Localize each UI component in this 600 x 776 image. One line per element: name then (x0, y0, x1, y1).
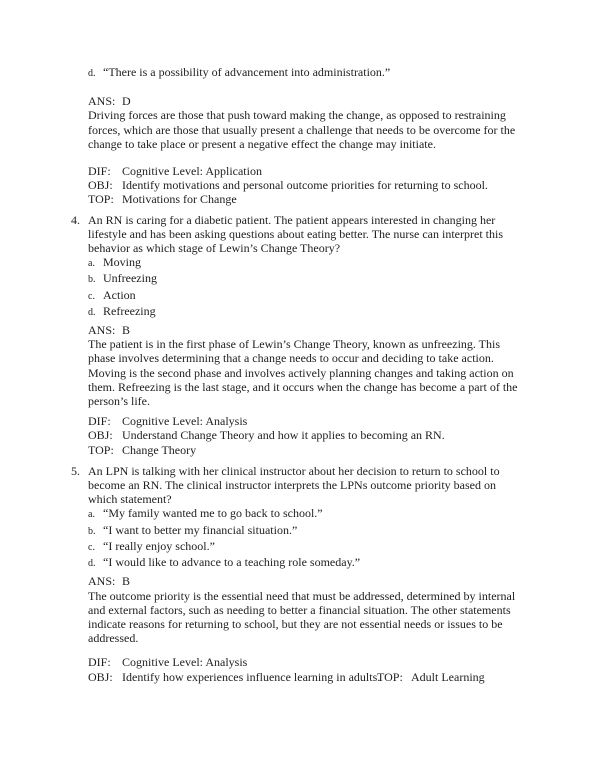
option-d (88, 555, 516, 571)
obj-label: OBJ: (88, 178, 113, 193)
option-letter: d. (88, 558, 96, 570)
option-a (88, 506, 516, 522)
option-text: Action (103, 287, 136, 302)
top-label: TOP: (88, 442, 114, 457)
obj-top-row (88, 670, 516, 684)
option-letter: a. (88, 509, 95, 521)
option-letter: b. (88, 525, 96, 537)
text-line: lifestyle and has been asking questions about eating better. The nurse can interpret this (88, 226, 503, 241)
top-value: Adult Learning (411, 669, 485, 684)
meta-block (88, 655, 516, 683)
text-line: An RN is caring for a diabetic patient. The patient appears interested in changing her (88, 212, 496, 227)
question-5 (71, 464, 600, 684)
question-number: 4. (71, 212, 80, 227)
option-text: Moving (103, 255, 142, 270)
meta-block (88, 164, 516, 207)
obj-value: Identify how experiences influence learning in adults. (122, 669, 381, 684)
top-value: Motivations for Change (122, 192, 237, 207)
ans-label: ANS: (88, 574, 116, 589)
question-4 (71, 213, 600, 457)
option-b (88, 523, 516, 539)
option-text: “My family wanted me to go back to school.” (103, 506, 323, 521)
option-letter: c. (88, 541, 95, 553)
ans-value: D (122, 94, 131, 109)
option-a (88, 255, 516, 271)
top-row (88, 192, 516, 206)
option-text: Refreezing (103, 303, 156, 318)
obj-label: OBJ: (88, 428, 113, 443)
rationale-paragraph (88, 337, 516, 408)
dif-label: DIF: (88, 414, 111, 429)
obj-row (88, 428, 516, 442)
dif-row (88, 414, 516, 428)
option-text: Unfreezing (103, 271, 157, 286)
meta-block (88, 414, 516, 457)
answer-row (88, 323, 516, 337)
option-letter: a. (88, 258, 95, 270)
text-line: person’s life. (88, 394, 150, 409)
rationale-paragraph (88, 108, 516, 151)
dif-label: DIF: (88, 164, 111, 179)
option-letter: d. (88, 68, 96, 79)
option-text: “I really enjoy school.” (103, 538, 215, 553)
answer-row (88, 574, 516, 588)
dif-label: DIF: (88, 655, 111, 670)
text-line: The outcome priority is the essential need that must be addressed, determined by internal (88, 588, 516, 603)
top-value: Change Theory (122, 442, 197, 457)
option-letter: b. (88, 274, 96, 286)
rationale-paragraph (88, 589, 516, 646)
text-line: forces, which are those that usually present a challenge that needs to be overcome for the (88, 122, 516, 137)
text-line: behavior as which stage of Lewin’s Change Theory? (88, 241, 341, 256)
question-stem (88, 213, 516, 256)
option-text: “I want to better my financial situation.” (103, 522, 298, 537)
text-line: addressed. (88, 631, 139, 646)
text-line: change to take place or present a negative effect the change may initiate. (88, 136, 436, 151)
text-line: become an RN. The clinical instructor interprets the LPNs outcome priority based on (88, 478, 497, 493)
text-line: which statement? (88, 492, 172, 507)
option-letter: c. (88, 290, 95, 302)
answer-row (88, 94, 516, 108)
text-line: and external factors, such as needing to better a financial situation. The other statements (88, 602, 511, 617)
text-line: Driving forces are those that push toward making the change, as opposed to restraining (88, 108, 506, 123)
question-body (88, 464, 516, 684)
option-b (88, 271, 516, 287)
obj-row (88, 178, 516, 192)
option-text: “I would like to advance to a teaching role someday.” (103, 555, 361, 570)
text-line: phase involves determining that a change needs to occur and deciding to take action. (88, 351, 494, 366)
ans-label: ANS: (88, 323, 116, 338)
option-d (88, 304, 516, 320)
question-body (88, 213, 516, 457)
text-line: Moving is the second phase and involves actively planning changes and taking action on (88, 365, 514, 380)
obj-label: OBJ: (88, 669, 113, 684)
option-c (88, 288, 516, 304)
question-stem (88, 464, 516, 507)
top-label: TOP: (377, 669, 403, 684)
leading-answer-block (88, 65, 516, 207)
obj-value: Understand Change Theory and how it applies to becoming an RN. (122, 428, 445, 443)
answer-option-d (88, 65, 516, 81)
text-line: indicate reasons for returning to school, but they are not essential needs or issues to be (88, 616, 503, 631)
text-line: The patient is in the first phase of Lewin’s Change Theory, known as unfreezing. This (88, 337, 501, 352)
text-line: An LPN is talking with her clinical instructor about her decision to return to school to (88, 463, 500, 478)
dif-row (88, 164, 516, 178)
ans-value: B (122, 323, 131, 338)
option-c (88, 539, 516, 555)
top-label: TOP: (88, 192, 114, 207)
dif-value: Cognitive Level: Analysis (122, 655, 248, 670)
dif-row (88, 655, 516, 669)
obj-value: Identify motivations and personal outcome priorities for returning to school. (122, 178, 488, 193)
option-text: “There is a possibility of advancement into administration.” (103, 65, 391, 79)
dif-value: Cognitive Level: Application (122, 164, 262, 179)
ans-value: B (122, 574, 131, 589)
option-letter: d. (88, 306, 96, 318)
dif-value: Cognitive Level: Analysis (122, 414, 248, 429)
ans-label: ANS: (88, 94, 116, 109)
text-line: them. Refreezing is the last stage, and it occurs when the change has become a part of the (88, 379, 518, 394)
question-number: 5. (71, 463, 80, 478)
top-row (88, 443, 516, 457)
